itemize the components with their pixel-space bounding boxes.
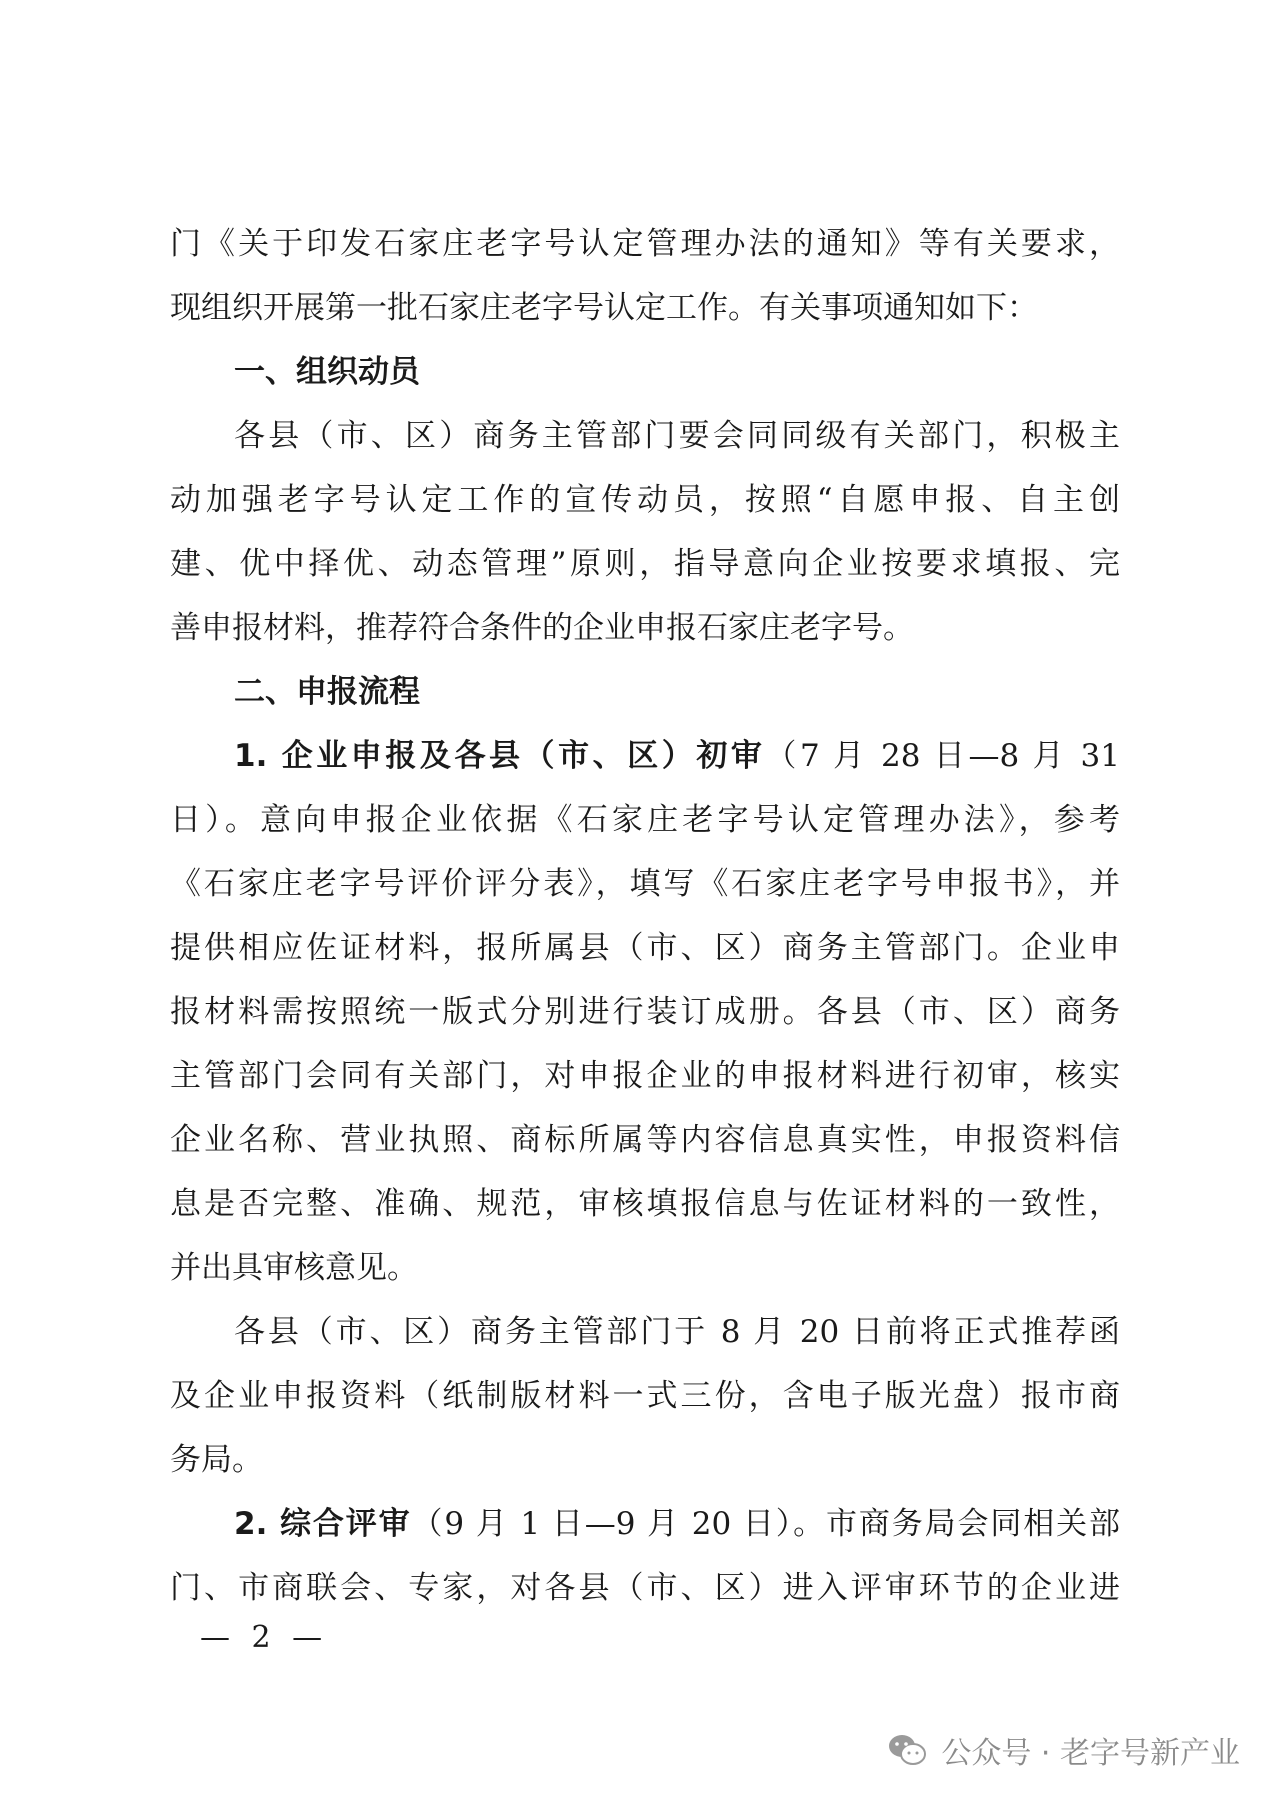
step1-title: 1. 企业申报及各县（市、区）初审 — [234, 738, 766, 774]
step2-dates: （9 月 1 日—9 月 20 日）。市商务局会同相关部 — [411, 1506, 1120, 1542]
body-line: 企业名称、营业执照、商标所属等内容信息真实性，申报资料信 — [170, 1122, 1120, 1158]
body-line: 报材料需按照统一版式分别进行装订成册。各县（市、区）商务 — [170, 994, 1120, 1030]
body-text — [170, 212, 1120, 1620]
wechat-watermark — [887, 1728, 1240, 1772]
body-line: 各县（市、区）商务主管部门于 8 月 20 日前将正式推荐函 — [234, 1314, 1120, 1350]
section-heading-process: 二、申报流程 — [234, 674, 420, 710]
step1-dates: （7 月 28 日—8 月 31 — [765, 738, 1120, 774]
body-line: 日）。意向申报企业依据《石家庄老字号认定管理办法》，参考 — [170, 802, 1120, 838]
step2-title: 2. 综合评审 — [234, 1506, 412, 1542]
body-line: 善申报材料，推荐符合条件的企业申报石家庄老字号。 — [170, 610, 914, 646]
watermark-text: 公众号 · 老字号新产业 — [941, 1736, 1240, 1771]
page-number: — 2 — — [200, 1620, 329, 1655]
section-heading-mobilization: 一、组织动员 — [234, 354, 420, 390]
body-line: 及企业申报资料（纸制版材料一式三份，含电子版光盘）报市商 — [170, 1378, 1120, 1414]
body-line: 门、市商联会、专家，对各县（市、区）进入评审环节的企业进 — [170, 1570, 1120, 1606]
body-line: 《石家庄老字号评价评分表》，填写《石家庄老字号申报书》，并 — [170, 866, 1120, 902]
body-line-step2 — [170, 1492, 1120, 1556]
body-line: 建、优中择优、动态管理”原则，指导意向企业按要求填报、完 — [170, 546, 1120, 582]
body-line: 现组织开展第一批石家庄老字号认定工作。有关事项通知如下： — [170, 290, 1038, 326]
body-line: 务局。 — [170, 1442, 263, 1478]
body-line: 息是否完整、准确、规范，审核填报信息与佐证材料的一致性， — [170, 1186, 1120, 1222]
body-line: 并出具审核意见。 — [170, 1250, 418, 1286]
wechat-icon — [887, 1733, 927, 1767]
body-line-step1 — [170, 724, 1120, 788]
body-line: 各县（市、区）商务主管部门要会同同级有关部门，积极主 — [234, 418, 1120, 454]
body-line: 门《关于印发石家庄老字号认定管理办法的通知》等有关要求， — [170, 226, 1120, 262]
body-line: 主管部门会同有关部门，对申报企业的申报材料进行初审，核实 — [170, 1058, 1120, 1094]
body-line: 提供相应佐证材料，报所属县（市、区）商务主管部门。企业申 — [170, 930, 1120, 966]
body-line: 动加强老字号认定工作的宣传动员，按照“自愿申报、自主创 — [170, 482, 1120, 518]
